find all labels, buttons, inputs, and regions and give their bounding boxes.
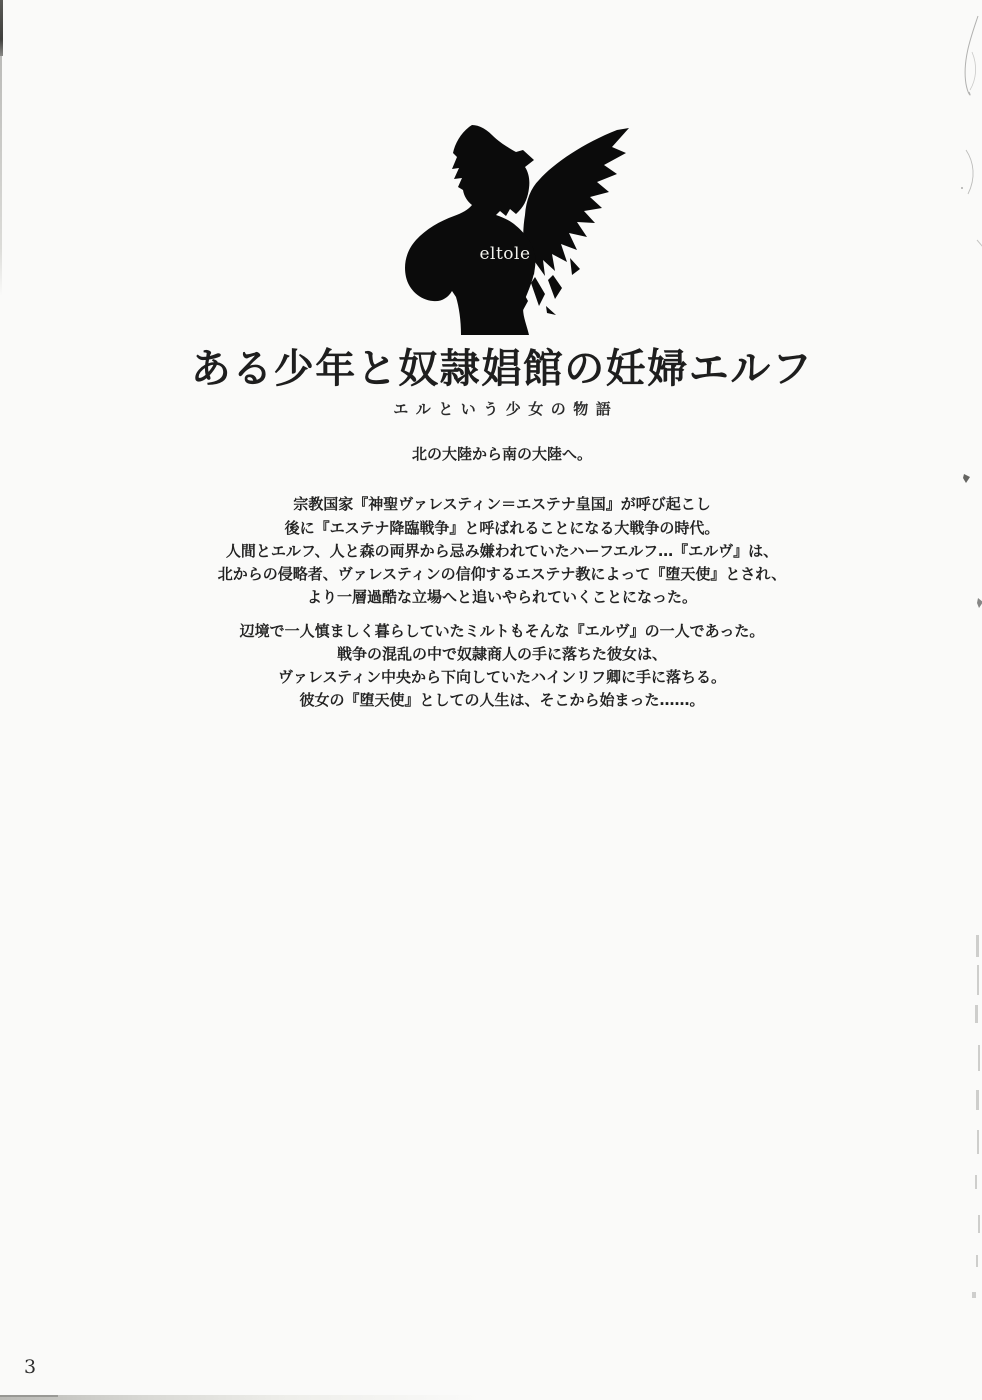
story-opening-line: 北の大陸から南の大陸へ。	[411, 445, 592, 463]
page-subtitle: エルという少女の物語	[393, 400, 619, 418]
scan-edge-left-faint	[0, 56, 2, 296]
scan-edge-bottom-dark	[0, 1395, 58, 1397]
story-line: 戦争の混乱の中で奴隷商人の手に落ちた彼女は、	[336, 644, 667, 663]
story-text	[22, 443, 982, 713]
brand-text: eltole	[479, 244, 531, 264]
elf-girl-bust-shape	[405, 125, 535, 335]
story-line: 彼女の『堕天使』としての人生は、そこから始まった……。	[299, 691, 705, 710]
story-paragraph-1	[22, 493, 982, 609]
story-line: 北からの侵略者、ヴァレスティンの信仰するエステナ教によって『堕天使』とされ、	[217, 565, 787, 583]
scan-scratch-marks	[922, 0, 982, 1400]
scan-edge-left-dark	[0, 0, 3, 56]
winged-elf-girl-silhouette-icon	[398, 103, 638, 343]
story-line: ヴァレスティン中央から下向していたハインリフ卿に手に落ちる。	[278, 668, 726, 686]
story-paragraph-2	[22, 620, 982, 713]
story-line: 後に『エステナ降臨戦争』と呼ばれることになる大戦争の時代。	[284, 518, 720, 537]
scan-edge-bottom	[0, 1395, 480, 1400]
page-title: ある少年と奴隷娼館の妊婦エルフ	[190, 346, 814, 392]
story-line: 人間とエルフ、人と森の両界から忌み嫌われていたハーフエルフ…『エルヴ』は、	[225, 541, 779, 560]
logo-block	[398, 103, 638, 343]
wing-shape	[523, 128, 629, 276]
story-line: より一層過酷な立場へと追いやられていくことになった。	[306, 588, 697, 607]
story-line: 辺境で一人慎ましく暮らしていたミルトもそんな『エルヴ』の一人であった。	[239, 621, 765, 640]
story-line: 宗教国家『神聖ヴァレスティン＝エステナ皇国』が呼び起こし	[293, 495, 711, 514]
page-number: 3	[24, 1356, 37, 1378]
